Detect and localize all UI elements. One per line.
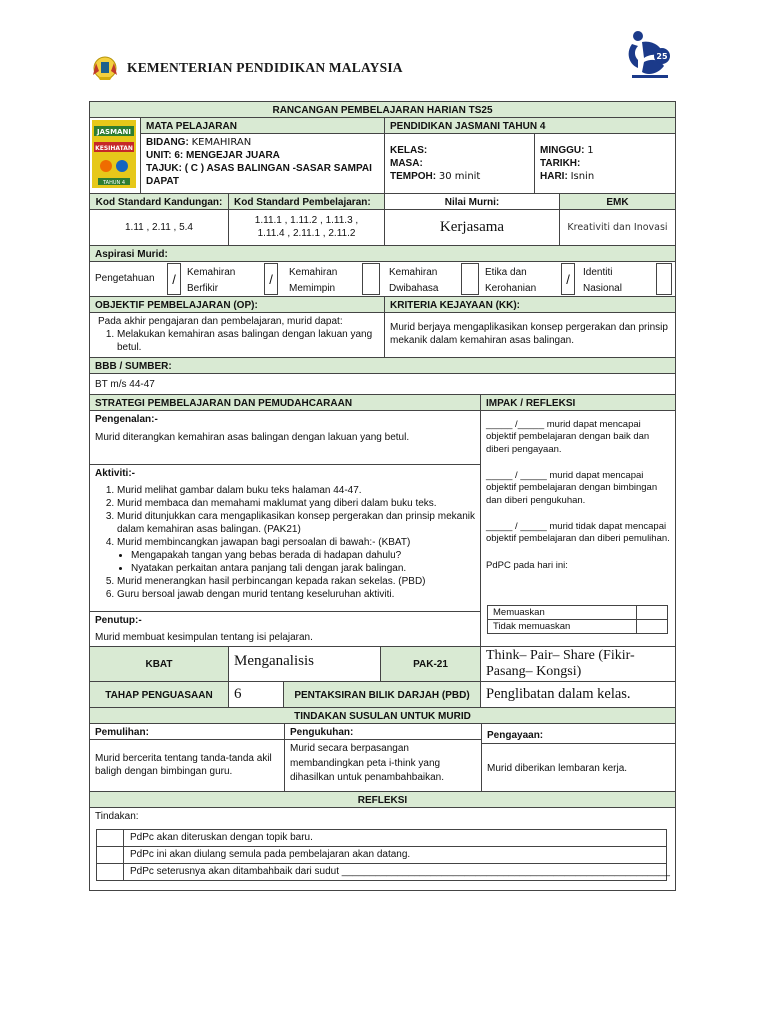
- pengenalan-text: Murid diterangkan kemahiran asas balingan dengan lakuan yang betul.: [95, 432, 410, 443]
- topic-cell: BIDANG: KEMAHIRAN UNIT: 6: MENGEJAR JUARA TAJUK: ( C ) ASAS BALINGAN -SASAR SAMPAI DAPAT: [140, 133, 385, 194]
- date-cell: MINGGU: 1 TARIKH: HARI: Isnin: [534, 133, 676, 194]
- svg-text:JASMANI: JASMANI: [97, 128, 131, 136]
- opt-tidak-memuaskan-checkbox[interactable]: [636, 619, 668, 634]
- impak-r3: _____ / _____ murid tidak dapat mencapai objektif pembelajaran dan diberi pemulihan.: [486, 521, 670, 545]
- bbb-label: BBB / SUMBER:: [89, 357, 676, 374]
- aktiviti-subitem: • Mengapakah tangan yang bebas berada di hadapan dahulu?: [131, 549, 475, 562]
- refleksi-tindakan-label: Tindakan:: [95, 811, 139, 822]
- unit-text: UNIT: 6: MENGEJAR JUARA: [146, 150, 280, 161]
- pengayaan-text: Murid diberikan lembaran kerja.: [481, 743, 676, 792]
- aspirasi-check[interactable]: [362, 263, 380, 295]
- kbat-value: Menganalisis: [228, 646, 381, 682]
- opt-tidak-memuaskan: Tidak memuaskan: [487, 619, 637, 634]
- emk-label: EMK: [559, 193, 676, 210]
- crest-icon: [90, 53, 120, 83]
- aspirasi-check[interactable]: /: [167, 263, 181, 295]
- objektif-label: OBJEKTIF PEMBELAJARAN (OP):: [89, 296, 385, 313]
- penutup-cell: Penutup:- Murid membuat kesimpulan tentang isi pelajaran.: [89, 611, 481, 647]
- tajuk-text: TAJUK: ( C ) ASAS BALINGAN -SASAR SAMPAI DAPAT: [146, 163, 372, 187]
- aktiviti-item: 1. Murid melihat gambar dalam buku teks halaman 44-47.: [117, 484, 475, 497]
- aspirasi-check[interactable]: /: [264, 263, 278, 295]
- pengukuhan-text: Murid secara berpasangan membandingkan peta i-think yang dihasilkan untuk penambahbaikan.: [284, 739, 482, 792]
- subject-value: PENDIDIKAN JASMANI TAHUN 4: [384, 117, 676, 134]
- ksp-label: Kod Standard Pembelajaran:: [228, 193, 385, 210]
- impak-label: IMPAK / REFLEKSI: [480, 394, 676, 411]
- kbat-label: KBAT: [89, 646, 229, 682]
- impak-r1: _____ /_____ murid dapat mencapai objektif pembelajaran dengan baik dan diberi pengayaan.: [486, 419, 650, 455]
- aspirasi-label: Aspirasi Murid:: [89, 245, 676, 262]
- bidang-value: KEMAHIRAN: [191, 137, 252, 148]
- kriteria-text: Murid berjaya mengaplikasikan konsep pergerakan dan prinsip mekanik dalam kemahiran asas balingan.: [384, 312, 676, 358]
- aspirasi-check[interactable]: /: [561, 263, 575, 295]
- svg-text:KESIHATAN: KESIHATAN: [95, 145, 133, 152]
- aspirasi-item: Kemahiran Berfikir: [187, 267, 236, 294]
- penutup-text: Murid membuat kesimpulan tentang isi pelajaran.: [95, 632, 313, 643]
- refleksi-checkbox[interactable]: [96, 863, 124, 881]
- ts25-logo-icon: [618, 26, 674, 82]
- aktiviti-item: 4. Murid membincangkan jawapan bagi persoalan di bawah:- (KBAT): [117, 536, 475, 549]
- ministry-title: KEMENTERIAN PENDIDIKAN MALAYSIA: [127, 60, 403, 75]
- opt-memuaskan: Memuaskan: [487, 605, 637, 620]
- strategi-label: STRATEGI PEMBELAJARAN DAN PEMUDAHCARAAN: [89, 394, 481, 411]
- ksk-value: 1.11 , 2.11 , 5.4: [89, 209, 229, 246]
- aspirasi-item: Pengetahuan: [95, 273, 155, 284]
- aktiviti-item: 6. Guru bersoal jawab dengan murid tentang keseluruhan aktiviti.: [117, 588, 475, 601]
- tempoh-value: 30 minit: [438, 171, 481, 182]
- pemulihan-label: Pemulihan:: [89, 723, 285, 740]
- pemulihan-text: Murid bercerita tentang tanda-tanda akil baligh dengan bimbingan guru.: [89, 739, 285, 792]
- tahap-label: TAHAP PENGUASAAN: [89, 681, 229, 708]
- ksp-value: 1.11.1 , 1.11.2 , 1.11.3 , 1.11.4 , 2.11.1 , 2.11.2: [228, 209, 385, 246]
- aspirasi-check[interactable]: [461, 263, 479, 295]
- aktiviti-item: 5. Murid menerangkan hasil perbincangan kepada rakan sekelas. (PBD): [117, 575, 475, 588]
- pbd-label: PENTAKSIRAN BILIK DARJAH (PBD): [283, 681, 481, 708]
- pbd-value: Penglibatan dalam kelas.: [480, 681, 676, 708]
- aspirasi-item: Etika dan Kerohanian: [485, 267, 537, 294]
- aktiviti-cell: Aktiviti:- 1. Murid melihat gambar dalam buku teks halaman 44-47. 2. Murid membaca dan memahami maklumat yang diberi dalam buku teks. 3. Murid ditunjukkan cara mengaplikasikan konsep pergerakan dan prinsip mekanik dalam kemahiran asas balingan. (PAK21) 4. Murid membincangkan jawapan bagi persoalan di bawah:- (KBAT) • Mengapakah tangan yang bebas berada di hadapan dahulu? • Nyatakan perkaitan antara panjang tali dengan jarak balingan. 5. Murid menerangkan hasil perbincangan kepada rakan sekelas. (PBD) 6. Guru bersoal jawab dengan murid tentang keseluruhan aktiviti.: [89, 464, 481, 612]
- class-time-cell: KELAS: MASA: TEMPOH: 30 minit: [384, 133, 535, 194]
- aspirasi-item: Kemahiran Dwibahasa: [389, 267, 439, 294]
- nilai-value: Kerjasama: [384, 209, 560, 246]
- pak-value: Think– Pair– Share (Fikir-Pasang– Kongsi): [480, 646, 676, 682]
- ts25-logo-number: 25: [656, 52, 668, 61]
- bbb-value: BT m/s 44-47: [89, 373, 676, 395]
- ksk-label: Kod Standard Kandungan:: [89, 193, 229, 210]
- pengayaan-label: Pengayaan:: [481, 723, 676, 744]
- refleksi-label: REFLEKSI: [89, 791, 676, 808]
- book-cover-cell: [89, 117, 141, 194]
- plan-title: RANCANGAN PEMBELAJARAN HARIAN TS25: [89, 101, 676, 118]
- refleksi-row: PdPc akan diteruskan dengan topik baru.: [123, 829, 667, 847]
- impak-r2: _____ / _____ murid dapat mencapai objektif pembelajaran dengan bimbingan dan diberi pengukuhan.: [486, 470, 658, 506]
- refleksi-row: PdPc ini akan diulang semula pada pembelajaran akan datang.: [123, 846, 667, 864]
- aspirasi-check[interactable]: [656, 263, 672, 295]
- refleksi-row: PdPc seterusnya akan ditambahbaik dari sudut ___________________________________________________________: [123, 863, 667, 881]
- tahap-value: 6: [228, 681, 284, 708]
- refleksi-checkbox[interactable]: [96, 829, 124, 847]
- aktiviti-subitem: • Nyatakan perkaitan antara panjang tali dengan jarak balingan.: [131, 562, 475, 575]
- subject-label: MATA PELAJARAN: [140, 117, 385, 134]
- kriteria-label: KRITERIA KEJAYAAN (KK):: [384, 296, 676, 313]
- objektif-content: Pada akhir pengajaran dan pembelajaran, murid dapat: 1. Melakukan kemahiran asas balingan dengan lakuan yang betul.: [89, 312, 385, 358]
- pdpc-label: PdPC pada hari ini:: [486, 559, 568, 571]
- tindakan-label: TINDAKAN SUSULAN UNTUK MURID: [89, 707, 676, 724]
- pengukuhan-label: Pengukuhan:: [284, 723, 482, 740]
- opt-memuaskan-checkbox[interactable]: [636, 605, 668, 620]
- svg-text:TAHUN 4: TAHUN 4: [102, 180, 126, 186]
- refleksi-checkbox[interactable]: [96, 846, 124, 864]
- aspirasi-item: Identiti Nasional: [583, 267, 622, 294]
- aktiviti-item: 3. Murid ditunjukkan cara mengaplikasikan konsep pergerakan dan prinsip mekanik dalam kemahiran asas balingan. (PAK21): [117, 510, 475, 536]
- emk-value: Kreativiti dan Inovasi: [559, 209, 676, 246]
- aktiviti-item: 2. Murid membaca dan memahami maklumat yang diberi dalam buku teks.: [117, 497, 475, 510]
- objektif-item: 1. Melakukan kemahiran asas balingan dengan lakuan yang betul.: [117, 328, 379, 354]
- aspirasi-item: Kemahiran Memimpin: [289, 267, 338, 294]
- nilai-label: Nilai Murni:: [384, 193, 560, 210]
- lesson-plan-table: [89, 101, 676, 821]
- pak-label: PAK-21: [380, 646, 481, 682]
- textbook-cover-image: [92, 120, 136, 188]
- pengenalan-cell: Pengenalan:- Murid diterangkan kemahiran asas balingan dengan lakuan yang betul.: [89, 410, 481, 465]
